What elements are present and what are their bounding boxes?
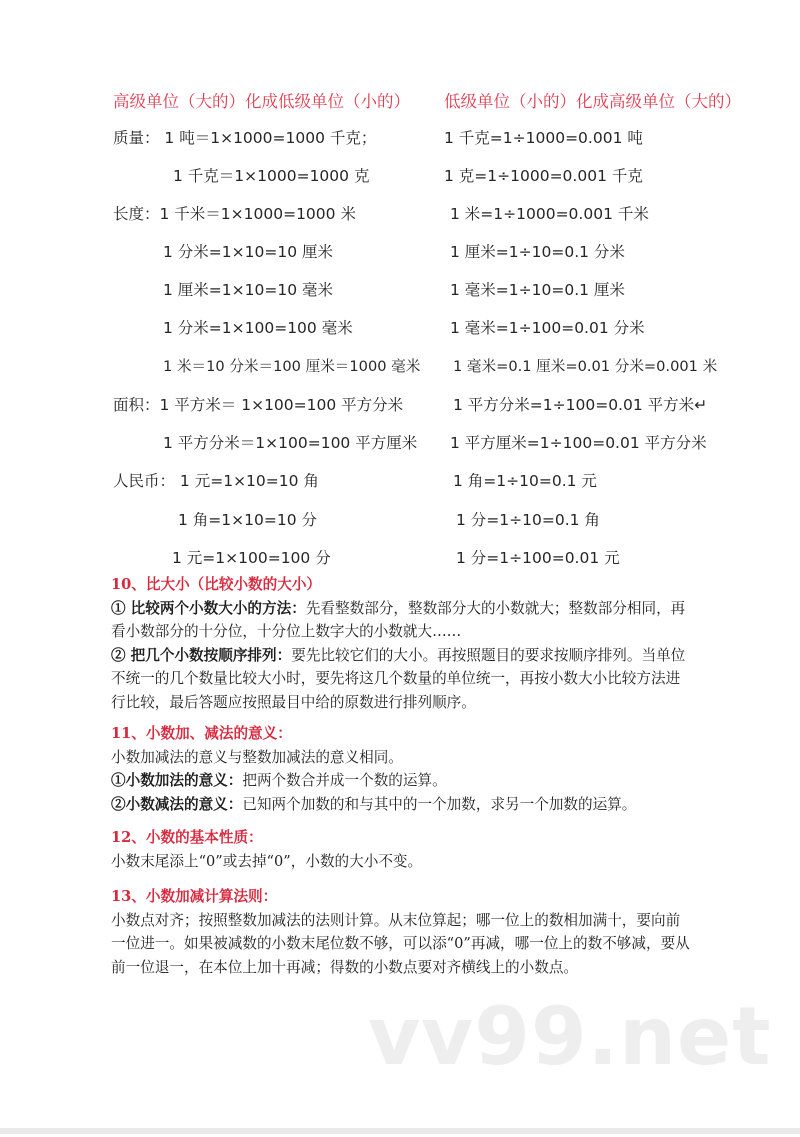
row-left: 1 平方分米＝1×100=100 平方厘米	[163, 434, 418, 452]
row-left: 长度：1 千米＝1×1000=1000 米	[113, 205, 356, 223]
term-label: ①小数加法的意义：	[111, 772, 243, 789]
row-right: 1 毫米=1÷100=0.01 分米	[450, 319, 645, 337]
row-right: 1 角=1÷10=0.1 元	[453, 472, 597, 490]
table-header-left: 高级单位（大的）化成低级单位（小的）	[113, 92, 410, 111]
section-11	[111, 722, 691, 816]
section-title: 13、小数加减计算法则：	[111, 888, 278, 905]
term-label: ① 比较两个小数大小的方法：	[111, 599, 306, 617]
row-right: 1 毫米=1÷10=0.1 厘米	[450, 281, 625, 299]
paragraph-text: 已知两个加数的和与其中的一个加数，求另一个加数的运算。	[242, 795, 637, 813]
paragraph	[111, 644, 691, 715]
section-12	[111, 826, 691, 873]
row-left: 人民币： 1 元=1×10=10 角	[113, 472, 319, 490]
table-header-right: 低级单位（小的）化成高级单位（大的）	[444, 92, 741, 111]
paragraph: 小数加减法的意义与整数加减法的意义相同。	[111, 748, 403, 766]
section-title: 11、小数加、减法的意义：	[111, 725, 292, 742]
row-left: 1 千克＝1×1000=1000 克	[173, 167, 370, 185]
term-label: ② 把几个小数按顺序排列：	[111, 646, 292, 664]
paragraph	[111, 597, 691, 644]
row-left: 质量： 1 吨＝1×1000=1000 千克；	[113, 129, 377, 147]
row-left: 1 分米=1×100=100 毫米	[163, 319, 353, 337]
row-left: 1 角=1×10=10 分	[178, 511, 317, 529]
paragraph: 小数末尾添上“0”或去掉“0”，小数的大小不变。	[111, 852, 423, 870]
paragraph	[111, 793, 691, 817]
row-left: 面积：1 平方米＝ 1×100=100 平方分米	[113, 396, 404, 414]
row-left: 1 分米=1×10=10 厘米	[163, 243, 333, 261]
paragraph-text: 要先比较它们的大小。再按照题目的要求按顺序排列。当单位不统一的几个数量比较大小时，要先将这几个数量的单位统一，再按小数大小比较方法进行比较，最后答题应按照最目中给的原数进行排列顺序。	[111, 646, 686, 711]
row-right: 1 厘米=1÷10=0.1 分米	[450, 243, 625, 261]
row-right: 1 平方厘米=1÷100=0.01 平方分米	[450, 434, 707, 452]
paragraph-text: 先看整数部分，整数部分大的小数就大；整数部分相同，再看小数部分的十分位，十分位上数字大的小数就大……	[111, 599, 686, 640]
row-right: 1 分=1÷10=0.1 角	[456, 511, 600, 529]
row-right: 1 千克=1÷1000=0.001 吨	[444, 129, 643, 147]
row-right: 1 分=1÷100=0.01 元	[456, 549, 620, 567]
paragraph	[111, 769, 691, 793]
row-left: 1 厘米=1×10=10 毫米	[163, 281, 333, 299]
row-right: 1 米=1÷1000=0.001 千米	[450, 205, 649, 223]
row-left: 1 米＝10 分米＝100 厘米＝1000 毫米	[163, 358, 421, 375]
row-left: 1 元=1×100=100 分	[172, 549, 331, 567]
section-13	[111, 885, 691, 979]
section-title: 10、比大小（比较小数的大小）	[111, 576, 322, 593]
paragraph-text: 把两个数合并成一个数的运算。	[242, 772, 447, 789]
row-right: 1 平方分米=1÷100=0.01 平方米↵	[453, 396, 708, 414]
row-right: 1 克=1÷1000=0.001 千克	[444, 167, 643, 185]
watermark: vv99.net	[368, 990, 772, 1083]
row-right: 1 毫米=0.1 厘米=0.01 分米=0.001 米	[453, 358, 718, 375]
section-title: 12、小数的基本性质：	[111, 829, 263, 846]
page-bottom-edge	[0, 1128, 800, 1134]
term-label: ②小数减法的意义：	[111, 795, 243, 813]
paragraph: 小数点对齐；按照整数加减法的法则计算。从末位算起；哪一位上的数相加满十，要向前一位进一。如果被减数的小数末尾位数不够，可以添“0”再减，哪一位上的数不够减，要从前一位退一，在本位上加十再减；得数的小数点要对齐横线上的小数点。	[111, 911, 690, 976]
section-10	[111, 573, 691, 714]
